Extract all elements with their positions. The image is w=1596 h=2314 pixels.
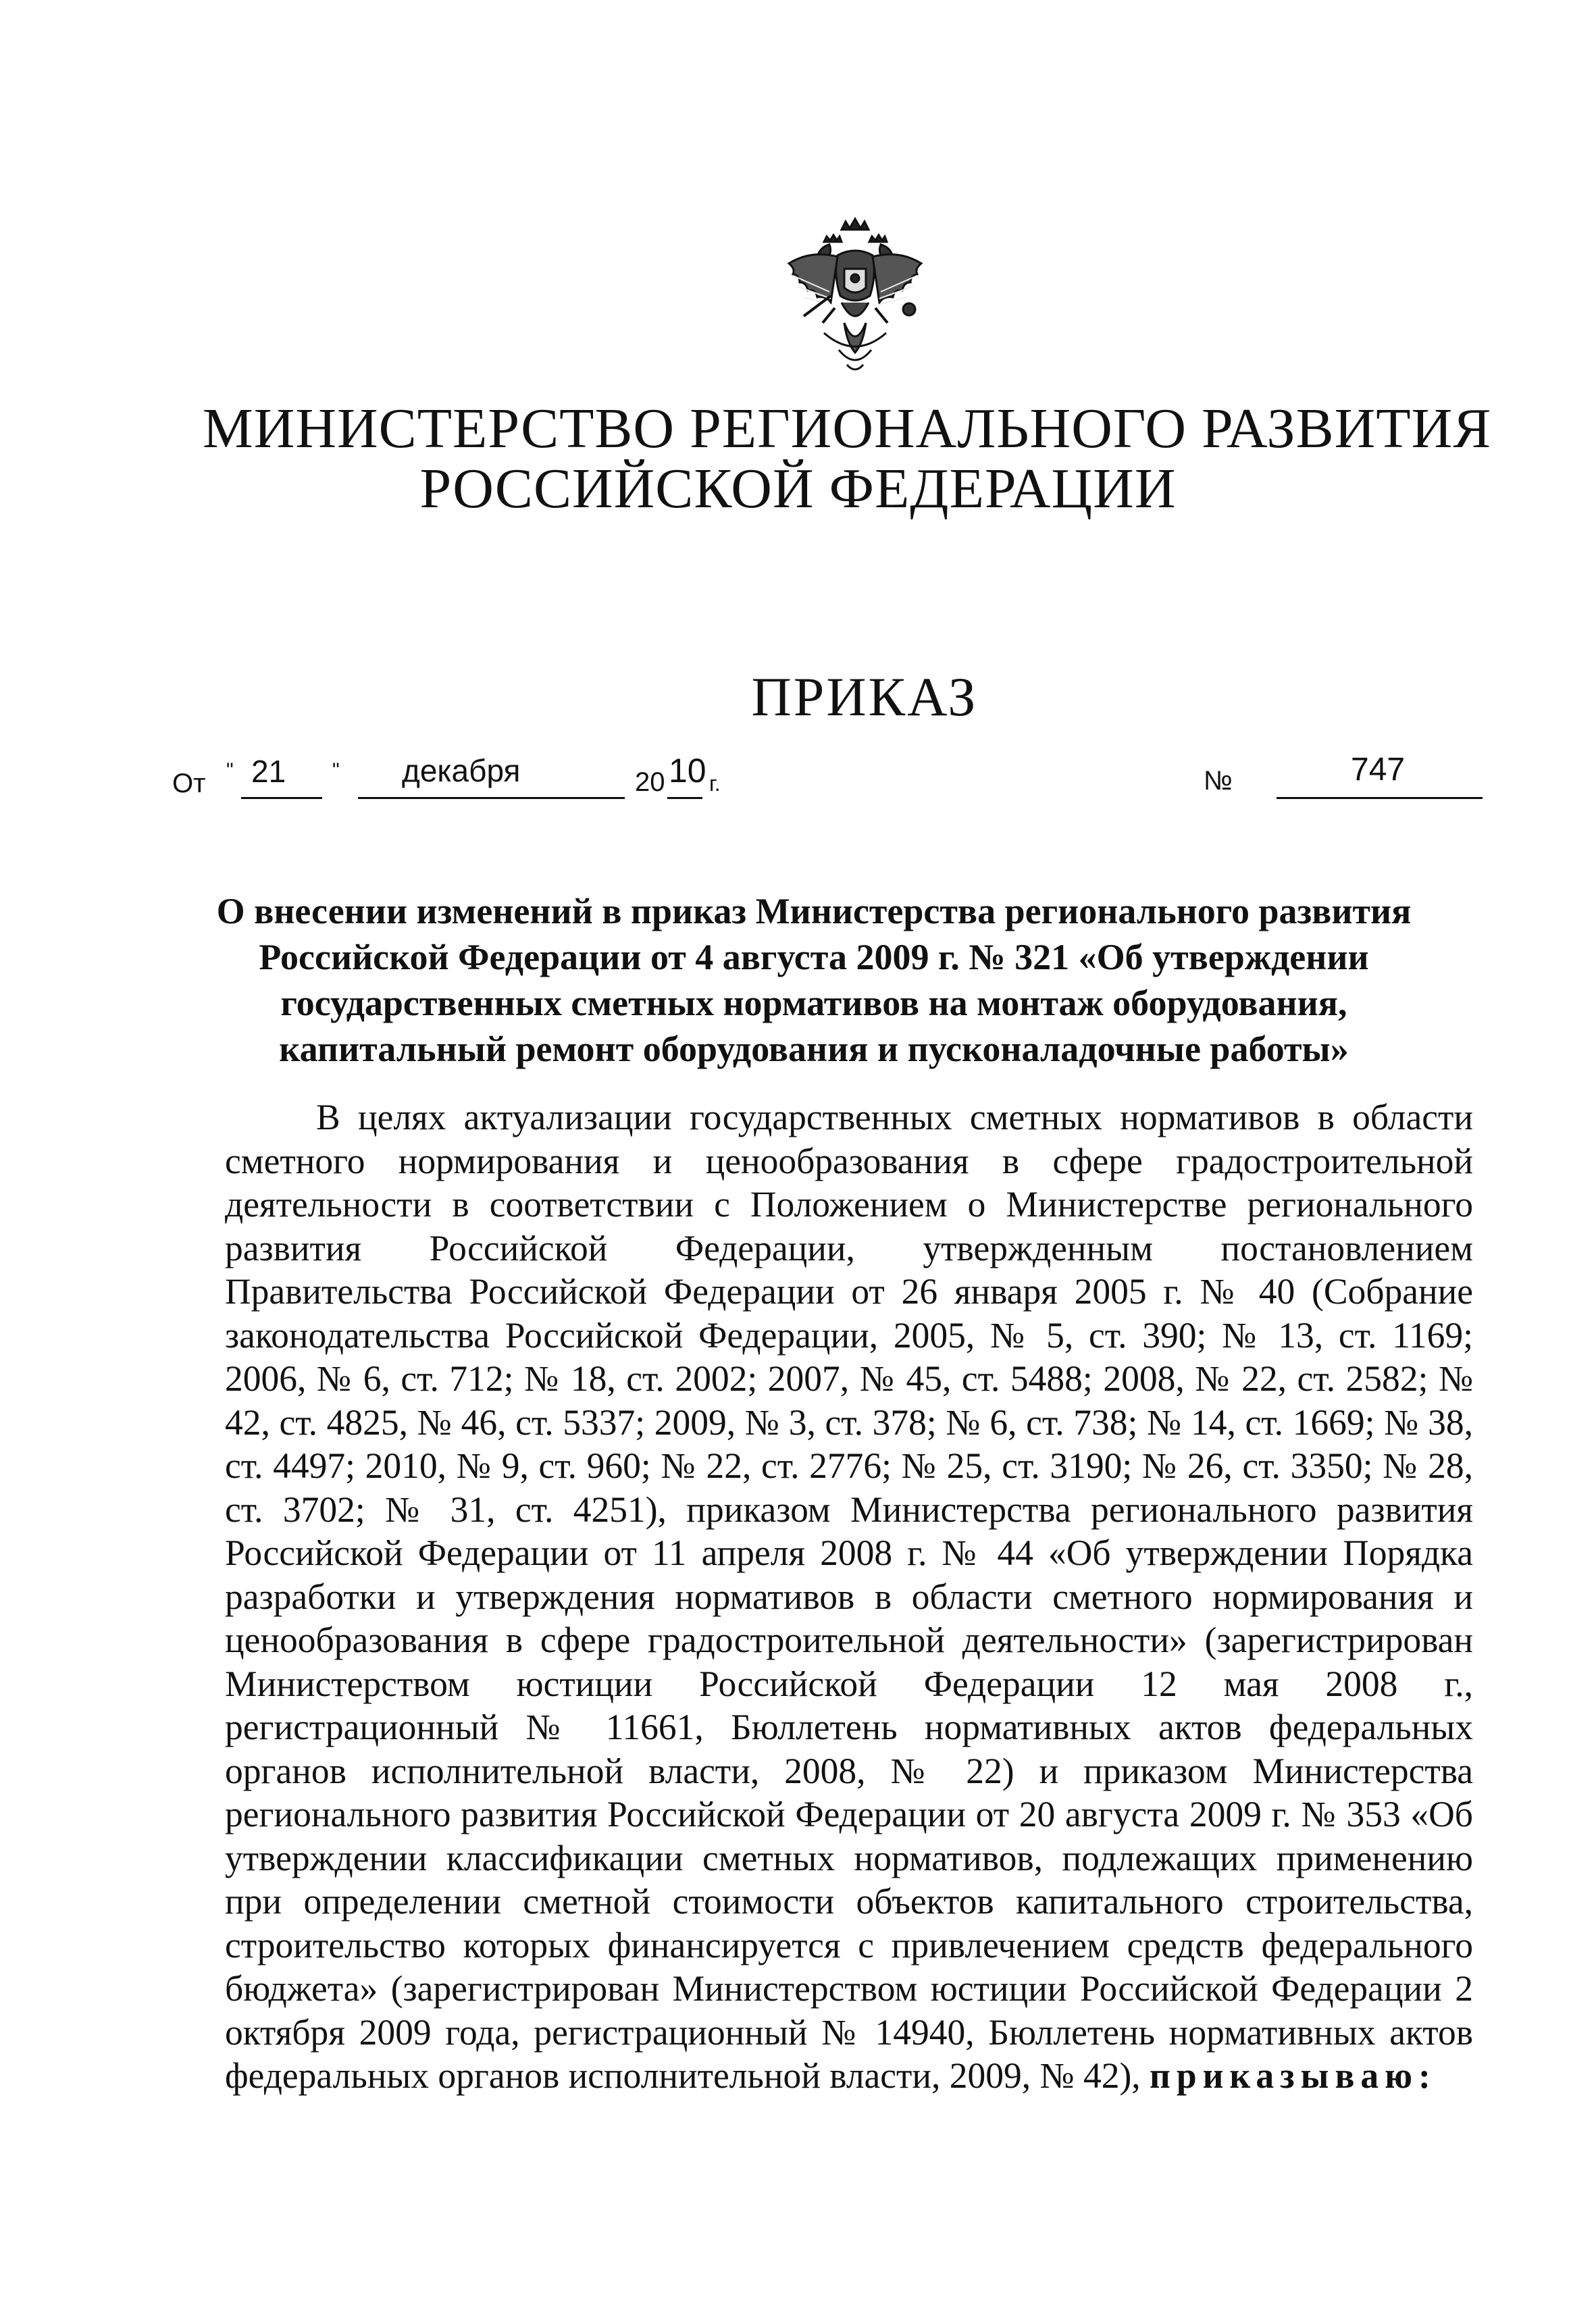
date-prefix: От (172, 769, 206, 798)
ministry-title-line1: МИНИСТЕРСТВО РЕГИОНАЛЬНОГО РАЗВИТИЯ (203, 397, 1492, 460)
date-year-suffix: 10 (669, 752, 706, 790)
date-number-line (0, 736, 1596, 811)
number-underline (1277, 797, 1483, 799)
number-sign: № (1204, 766, 1233, 796)
order-number: 747 (1351, 752, 1406, 788)
subject-line3: государственных сметных нормативов на монтаж оборудования, (280, 983, 1347, 1023)
coat-of-arms-icon (777, 215, 933, 385)
order-word: приказываю: (1150, 2055, 1437, 2096)
date-close-quote: " (332, 759, 340, 781)
year-underline (667, 797, 702, 799)
subject-line1: О внесении изменений в приказ Министерства регионального развития (216, 891, 1412, 931)
date-day: 21 (251, 754, 286, 789)
ministry-title (203, 397, 1492, 521)
preamble-text: В целях актуализации государственных сметных нормативов в области сметного нормирования и ценообразования в сфере градостроительной деятельности в соответствии с Положением о Министерстве регионального развития Российской Федерации, утвержденным постановлением Правительства Российской Федерации от 26 января 2005 г. № 40 (Собрание законодательства Российской Федерации, 2005, № 5, ст. 390; № 13, ст. 1169; 2006, № 6, ст. 712; № 18, ст. 2002; 2007, № 45, ст. 5488; 2008, № 22, ст. 2582; № 42, ст. 4825, № 46, ст. 5337; 2009, № 3, ст. 378; № 6, ст. 738; № 14, ст. 1669; № 38, ст. 4497; 2010, № 9, ст. 960; № 22, ст. 2776; № 25, ст. 3190; № 26, ст. 3350; № 28, ст. 3702; № 31, ст. 4251), приказом Министерства регионального развития Российской Федерации от 11 апреля 2008 г. № 44 «Об утверждении Порядка разработки и утверждения нормативов в области сметного нормирования и ценообразования в сфере градостроительной деятельности» (зарегистрирован Министерством юстиции Российской Федерации 12 мая 2008 г., регистрационный № 11661, Бюллетень нормативных актов федеральных органов исполнительной власти, 2008, № 22) и приказом Министерства регионального развития Российской Федерации от 20 августа 2009 г. № 353 «Об утверждении классификации сметных нормативов, подлежащих применению при определении сметной стоимости объектов капитального строительства, строительство которых финансируется с привлечением средств федерального бюджета» (зарегистрирован Министерством юстиции Российской Федерации 2 октября 2009 года, регистрационный № 14940, Бюллетень нормативных актов федеральных органов исполнительной власти, 2009, № 42), (225, 1097, 1473, 2096)
preamble-paragraph (225, 1096, 1473, 2098)
date-month: декабря (402, 753, 521, 788)
subject-line4: капитальный ремонт оборудования и пусконаладочные работы» (279, 1029, 1349, 1069)
subject-line2: Российской Федерации от 4 августа 2009 г. № 321 «Об утверждении (259, 937, 1369, 977)
ministry-title-line2: РОССИЙСКОЙ ФЕДЕРАЦИИ (419, 457, 1177, 521)
date-year-mark: г. (709, 771, 721, 796)
order-subject (203, 888, 1425, 1072)
day-underline (241, 797, 322, 799)
date-year-prefix: 20 (635, 767, 665, 797)
document-type: ПРИКАЗ (751, 666, 978, 727)
date-open-quote: " (226, 759, 234, 781)
month-underline (358, 797, 625, 799)
